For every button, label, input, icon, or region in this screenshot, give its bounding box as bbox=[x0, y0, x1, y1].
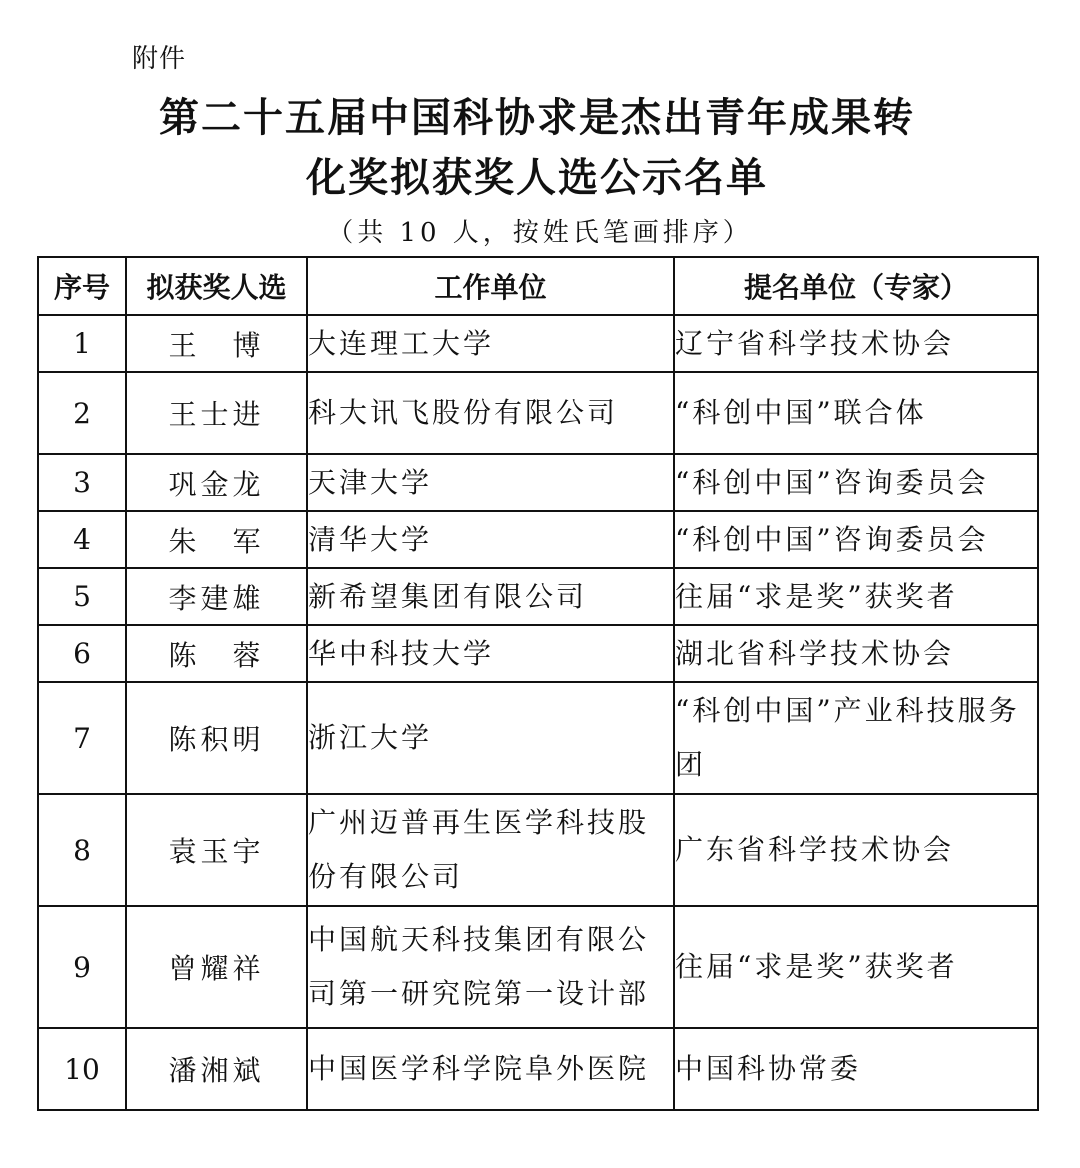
table-row bbox=[38, 511, 1038, 568]
nominator: 湖北省科学技术协会 bbox=[674, 625, 1038, 682]
nominee-name: 潘湘斌 bbox=[126, 1028, 307, 1110]
table-row bbox=[38, 568, 1038, 625]
row-number: 6 bbox=[38, 625, 126, 682]
nominee-name: 袁玉宇 bbox=[126, 794, 307, 906]
column-header-number: 序号 bbox=[38, 257, 126, 315]
nominee-name: 王 博 bbox=[126, 315, 307, 372]
workplace: 大连理工大学 bbox=[307, 315, 674, 372]
nominator: “科创中国”咨询委员会 bbox=[674, 454, 1038, 511]
workplace: 科大讯飞股份有限公司 bbox=[307, 372, 674, 454]
nominee-name: 朱 军 bbox=[126, 511, 307, 568]
nominee-name: 曾耀祥 bbox=[126, 906, 307, 1028]
table-row bbox=[38, 454, 1038, 511]
nominator: 中国科协常委 bbox=[674, 1028, 1038, 1110]
nominee-name: 陈积明 bbox=[126, 682, 307, 794]
workplace: 中国航天科技集团有限公司第一研究院第一设计部 bbox=[307, 906, 674, 1028]
nominee-name: 陈 蓉 bbox=[126, 625, 307, 682]
nominator: “科创中国”咨询委员会 bbox=[674, 511, 1038, 568]
row-number: 9 bbox=[38, 906, 126, 1028]
nominee-name: 李建雄 bbox=[126, 568, 307, 625]
workplace: 新希望集团有限公司 bbox=[307, 568, 674, 625]
row-number: 4 bbox=[38, 511, 126, 568]
nominee-table bbox=[37, 256, 1039, 1111]
nominee-name: 巩金龙 bbox=[126, 454, 307, 511]
table-row bbox=[38, 372, 1038, 454]
column-header-workplace: 工作单位 bbox=[307, 257, 674, 315]
table-row bbox=[38, 1028, 1038, 1110]
workplace: 中国医学科学院阜外医院 bbox=[307, 1028, 674, 1110]
nominator: 辽宁省科学技术协会 bbox=[674, 315, 1038, 372]
table-header-row bbox=[38, 257, 1038, 315]
table-row bbox=[38, 625, 1038, 682]
nominee-name: 王士进 bbox=[126, 372, 307, 454]
table-row bbox=[38, 906, 1038, 1028]
nominator: 往届“求是奖”获奖者 bbox=[674, 568, 1038, 625]
nominator: “科创中国”产业科技服务团 bbox=[674, 682, 1038, 794]
row-number: 3 bbox=[38, 454, 126, 511]
document-subtitle: （共 10 人，按姓氏笔画排序） bbox=[327, 218, 753, 248]
attachment-label: 附件 bbox=[132, 44, 187, 74]
nominator: 广东省科学技术协会 bbox=[674, 794, 1038, 906]
table-row bbox=[38, 794, 1038, 906]
table-row bbox=[38, 682, 1038, 794]
document-title-line-2: 化奖拟获奖人选公示名单 bbox=[306, 155, 768, 201]
nominator: “科创中国”联合体 bbox=[674, 372, 1038, 454]
table-row bbox=[38, 315, 1038, 372]
workplace: 华中科技大学 bbox=[307, 625, 674, 682]
column-header-nominator: 提名单位（专家） bbox=[674, 257, 1038, 315]
nominator: 往届“求是奖”获奖者 bbox=[674, 906, 1038, 1028]
row-number: 10 bbox=[38, 1028, 126, 1110]
workplace: 广州迈普再生医学科技股份有限公司 bbox=[307, 794, 674, 906]
document-title-line-1: 第二十五届中国科协求是杰出青年成果转 bbox=[159, 95, 915, 141]
workplace: 清华大学 bbox=[307, 511, 674, 568]
row-number: 8 bbox=[38, 794, 126, 906]
row-number: 1 bbox=[38, 315, 126, 372]
row-number: 5 bbox=[38, 568, 126, 625]
column-header-nominee: 拟获奖人选 bbox=[126, 257, 307, 315]
row-number: 7 bbox=[38, 682, 126, 794]
workplace: 天津大学 bbox=[307, 454, 674, 511]
row-number: 2 bbox=[38, 372, 126, 454]
workplace: 浙江大学 bbox=[307, 682, 674, 794]
